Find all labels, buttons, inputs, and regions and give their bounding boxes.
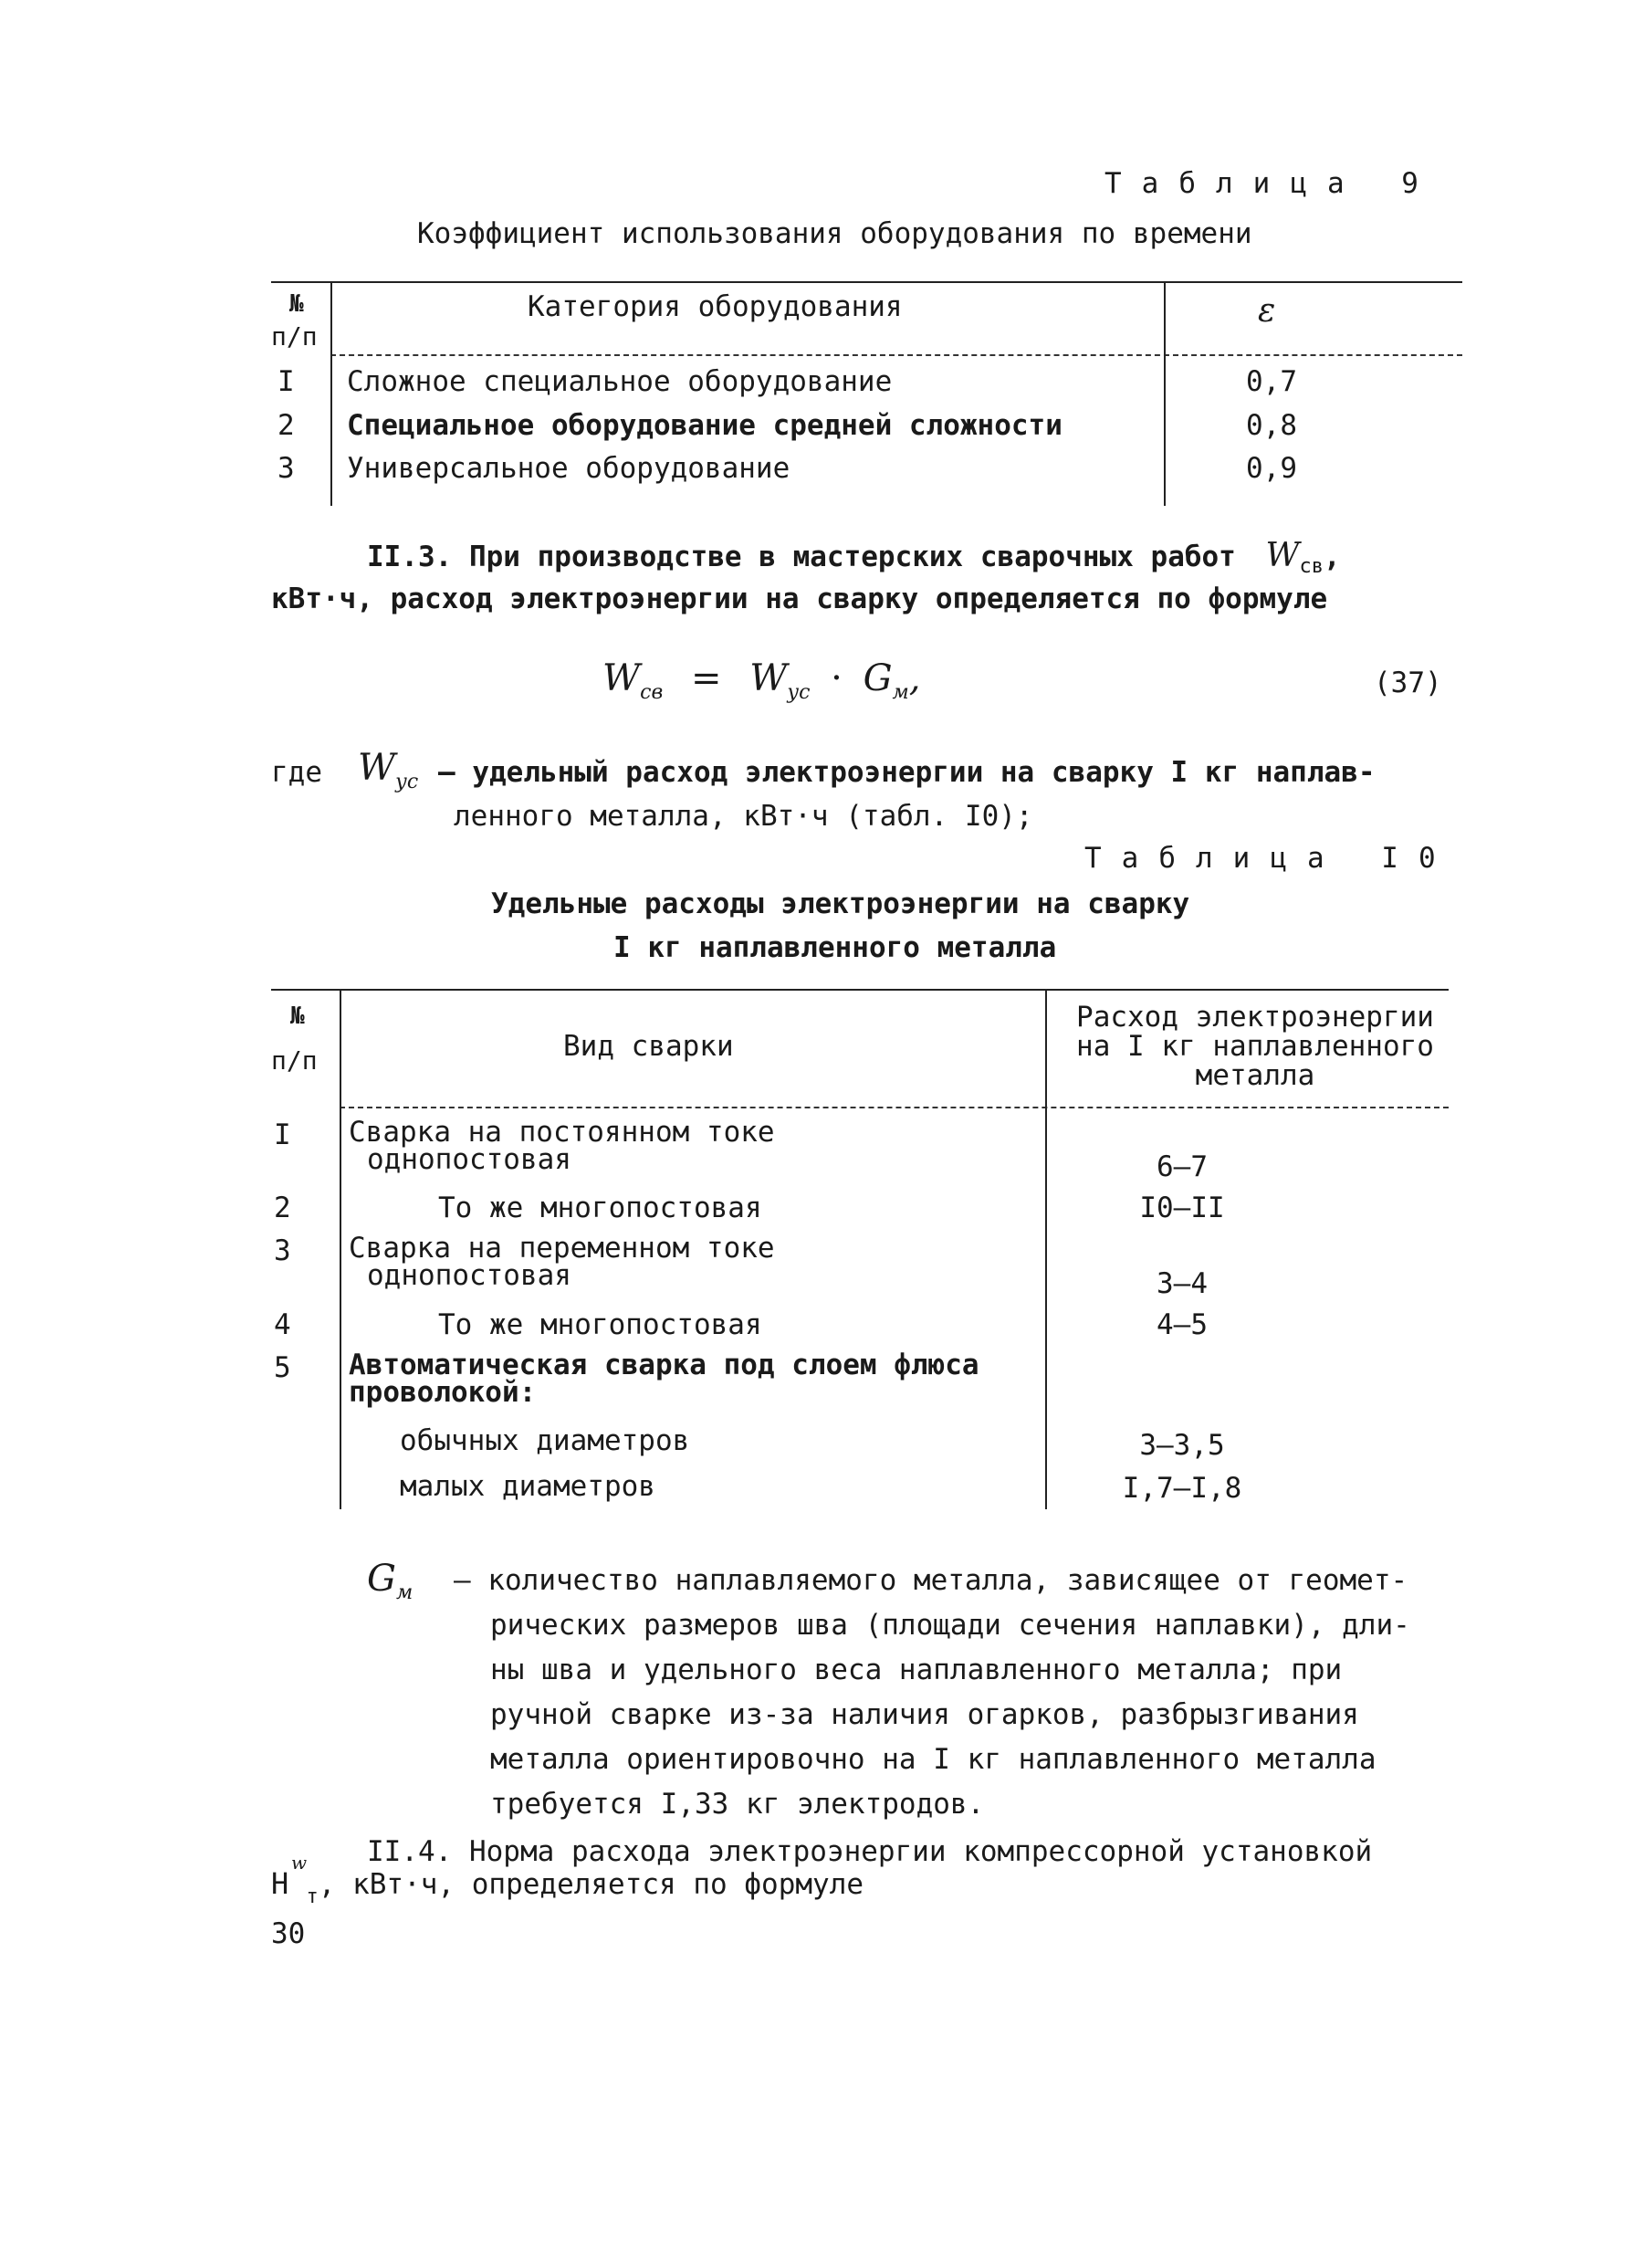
wus-symbol [358, 747, 418, 793]
where-gm-line-1: – количество наплавляемого металла, зависящее от геомет- [454, 1564, 1408, 1597]
formula-37 [602, 657, 921, 704]
table10-row-2-num: 2 [274, 1192, 291, 1224]
where-gm-line-5: металла ориентировочно на I кг наплавленного металла [490, 1743, 1377, 1776]
table10-row-1-value: 6–7 [1157, 1150, 1208, 1183]
table10-row-5-num: 5 [274, 1351, 291, 1384]
table10-row-5-sub-1: обычных диаметров [400, 1424, 690, 1457]
table9-category-header: Категория оборудования [528, 290, 903, 323]
table10-row-5-sub-2: малых диаметров [400, 1470, 655, 1503]
table10-row-1-num: I [274, 1118, 291, 1151]
table10-row-1-kind-2: однопостовая [367, 1143, 571, 1176]
table10-cons-header-2: на I кг наплавленного [1076, 1030, 1434, 1063]
table10-row-2-value: I0–II [1139, 1192, 1225, 1224]
where-wus-line-2: ленного металла, кВт·ч (табл. I0); [454, 800, 1033, 833]
table10-label: Таблица I0 [1084, 842, 1456, 875]
table9-row-2-value: 0,8 [1246, 409, 1297, 442]
table10-row-5-kind-2: проволокой: [349, 1376, 537, 1409]
para-11-3-line-1 [367, 537, 1341, 578]
table9-row-1-category: Сложное специальное оборудование [347, 365, 893, 398]
table9-row-1-value: 0,7 [1246, 365, 1297, 398]
table9-row-3-value: 0,9 [1246, 452, 1297, 485]
table10-row-1-kind-1: Сварка на постоянном токе [349, 1116, 775, 1149]
where-wus-line-1: – удельный расход электроэнергии на сварку I кг наплав- [438, 756, 1376, 789]
table9-row-2-category: Специальное оборудование средней сложности [347, 409, 1062, 442]
table10-row-3-num: 3 [274, 1234, 291, 1267]
symbol-w-sub: св [1299, 555, 1324, 579]
formula-comma: , [908, 657, 921, 699]
table10-row-5-sub-1-value: 3–3,5 [1139, 1429, 1225, 1462]
table10-title-1: Удельные расходы электроэнергии на сварку [491, 887, 1190, 920]
para-11-3-line-1-comma: , [1324, 541, 1341, 573]
formula-rhs-2: G [863, 657, 893, 699]
para-11-4-line-1: II.4. Норма расхода электроэнергии компрессорной установкой [367, 1835, 1373, 1868]
table10-num-header-2: п/п [271, 1045, 318, 1076]
page-number: 30 [271, 1917, 306, 1950]
table10-row-5-sub-2-value: I,7–I,8 [1122, 1472, 1242, 1505]
table10-cons-header-3: металла [1195, 1059, 1315, 1092]
norm-symbol-sup: w [291, 1852, 308, 1874]
symbol-w: W [1265, 537, 1300, 574]
para-11-3-line-2: кВт·ч, расход электроэнергии на сварку определяется по формуле [271, 583, 1328, 615]
table9-row-2-num: 2 [277, 409, 295, 442]
table10-row-4-kind: То же многопостовая [438, 1308, 762, 1341]
where-label: где [271, 756, 322, 789]
norm-symbol [271, 1852, 319, 1908]
table10-cons-header-1: Расход электроэнергии [1076, 1001, 1434, 1034]
where-gm-line-4: ручной сварке из-за наличия огарков, разбрызгивания [490, 1698, 1359, 1731]
norm-symbol-sub: т [306, 1885, 319, 1908]
table10-row-2-kind: То же многопостовая [438, 1192, 762, 1224]
table9-row-3-num: 3 [277, 452, 295, 485]
table9-label: Таблица 9 [1104, 167, 1439, 200]
formula-eq: = [690, 657, 722, 699]
where-gm-line-3: ны шва и удельного веса наплавленного металла; при [490, 1654, 1343, 1686]
table10-row-5-kind-1: Автоматическая сварка под слоем флюса [349, 1349, 979, 1381]
table10-kind-header: Вид сварки [563, 1030, 734, 1063]
para-11-4-line-2 [271, 1852, 864, 1908]
where-gm-line-6: требуется I,33 кг электродов. [490, 1788, 985, 1821]
table10-row-4-value: 4–5 [1157, 1308, 1208, 1341]
para-11-3-text: II.3. При производстве в мастерских сварочных работ [367, 541, 1236, 573]
formula-rhs-1: W [749, 657, 788, 699]
table10-row-3-value: 3–4 [1157, 1267, 1208, 1300]
formula-lhs-sub: св [640, 681, 664, 704]
formula-37-number: (37) [1374, 667, 1442, 699]
gm-symbol [367, 1558, 413, 1604]
table9-num-header: № [289, 290, 304, 318]
table10-row-3-kind-2: однопостовая [367, 1259, 571, 1292]
where-gm-line-2: рических размеров шва (площади сечения наплавки), дли- [490, 1609, 1410, 1642]
wus-symbol-sub: ус [395, 771, 419, 793]
formula-rhs-1-sub: ус [787, 681, 811, 704]
formula-rhs-2-sub: м [892, 681, 909, 704]
table10-num-header: № [290, 1003, 305, 1030]
table9-row-3-category: Универсальное оборудование [347, 452, 790, 485]
table9-num-header-2: п/п [271, 321, 318, 352]
table10-title-2: I кг наплавленного металла [613, 931, 1057, 964]
gm-symbol-main: G [367, 1558, 396, 1600]
formula-lhs: W [602, 657, 641, 699]
table10-row-3-kind-1: Сварка на переменном токе [349, 1232, 775, 1265]
table9-row-1-num: I [277, 365, 295, 398]
table9-title: Коэффициент использования оборудования по времени [417, 217, 1252, 250]
norm-symbol-main: Н [271, 1866, 289, 1901]
para-11-4-line-2-text: , кВт·ч, определяется по формуле [318, 1868, 864, 1901]
gm-symbol-sub: м [395, 1581, 413, 1604]
formula-dot: · [831, 657, 843, 699]
table9-coef-header: ε [1258, 292, 1276, 330]
wus-symbol-main: W [358, 747, 396, 789]
table10-row-4-num: 4 [274, 1308, 291, 1341]
